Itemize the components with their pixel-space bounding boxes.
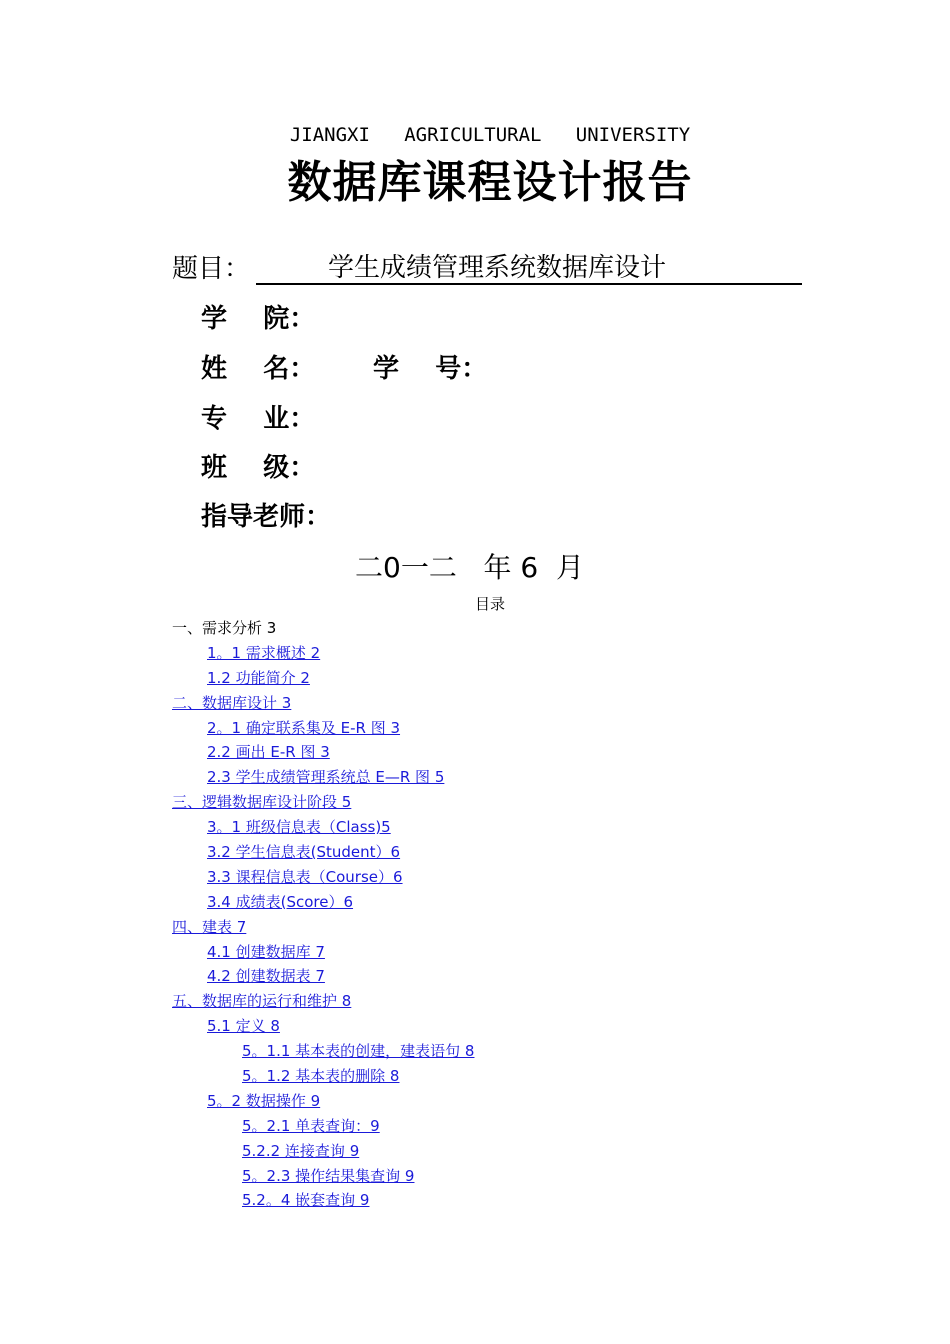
toc-entry [0,1064,950,1089]
toc-entry [0,915,950,940]
toc-entry [0,865,950,890]
toc-entry [0,1164,950,1189]
toc-link[interactable]: 1.2 功能简介 2 [207,668,310,687]
toc-entry [0,940,950,965]
toc-link[interactable]: 二、数据库设计 3 [172,693,292,712]
toc-entry [0,641,950,666]
toc-entry [0,840,950,865]
report-date: 二0一二 年 6 月 [355,551,585,584]
university-name: JIANGXI AGRICULTURAL UNIVERSITY [289,124,691,146]
toc-link[interactable]: 3.4 成绩表(Score）6 [207,892,354,911]
topic-row [172,251,802,285]
toc-link[interactable]: 一、需求分析 3 [172,619,277,637]
advisor-label: 指导老师： [201,502,332,532]
toc-entry [0,765,950,790]
class-label: 班 级： [201,453,316,483]
toc-link[interactable]: 5。2.1 单表查询：9 [242,1116,380,1135]
college-label: 学 院： [201,304,316,334]
toc-link[interactable]: 3。1 班级信息表（Class)5 [207,818,391,837]
toc-link[interactable]: 5。1.2 基本表的删除 8 [242,1067,400,1086]
toc-title: 目录 [474,595,505,613]
toc-link[interactable]: 5。2 数据操作 9 [207,1091,321,1110]
toc-link[interactable]: 2.2 画出 E-R 图 3 [207,743,330,762]
toc-link[interactable]: 5。2.3 操作结果集查询 9 [242,1166,415,1185]
toc-entry [0,740,950,765]
toc-entry [0,790,950,815]
toc-link[interactable]: 三、逻辑数据库设计阶段 5 [172,793,352,812]
toc-link[interactable]: 5.1 定义 8 [207,1017,280,1036]
toc-link[interactable]: 3.3 课程信息表（Course）6 [207,867,403,886]
name-label: 姓 名： [201,354,316,384]
toc-entry [0,890,950,915]
toc-entry [0,716,950,741]
toc-link[interactable]: 5。1.1 基本表的创建，建表语句 8 [242,1042,475,1061]
toc-entry [0,1114,950,1139]
toc-link[interactable]: 五、数据库的运行和维护 8 [172,992,352,1011]
toc-entry [0,1139,950,1164]
toc-entry [0,666,950,691]
table-of-contents [0,616,950,1213]
toc-entry [0,989,950,1014]
toc-entry [0,815,950,840]
toc-entry [0,1039,950,1064]
topic-value: 学生成绩管理系统数据库设计 [256,253,802,285]
toc-entry [0,691,950,716]
toc-link[interactable]: 2。1 确定联系集及 E-R 图 3 [207,718,401,737]
topic-label: 题目： [172,254,251,284]
major-label: 专 业： [201,404,316,434]
toc-link[interactable]: 四、建表 7 [172,917,247,936]
toc-link[interactable]: 5.2。4 嵌套查询 9 [242,1191,370,1210]
toc-link[interactable]: 5.2.2 连接查询 9 [242,1141,360,1160]
toc-link[interactable]: 2.3 学生成绩管理系统总 E—R 图 5 [207,768,445,787]
report-title: 数据库课程设计报告 [287,157,693,208]
toc-entry [0,964,950,989]
toc-entry [0,1089,950,1114]
toc-entry [0,1014,950,1039]
toc-entry [0,616,950,641]
toc-link[interactable]: 4.2 创建数据表 7 [207,967,325,986]
toc-entry [0,1188,950,1213]
toc-link[interactable]: 4.1 创建数据库 7 [207,942,325,961]
toc-link[interactable]: 1。1 需求概述 2 [207,643,321,662]
toc-link[interactable]: 3.2 学生信息表(Student）6 [207,843,401,862]
student-id-label: 学 号： [373,354,488,384]
